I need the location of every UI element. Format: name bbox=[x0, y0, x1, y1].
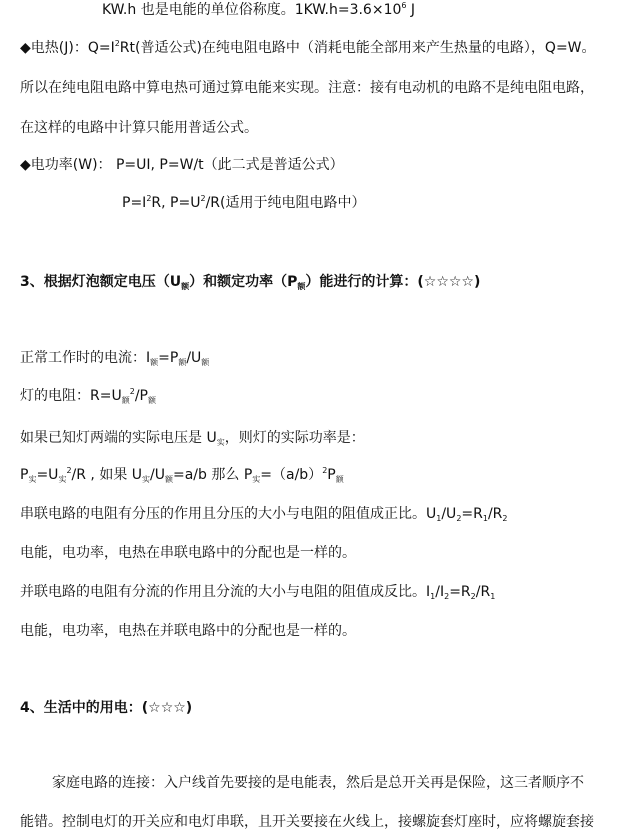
text-line: 在这样的电路中计算只能用普适公式。 bbox=[20, 120, 258, 136]
text-line: KW.h 也是电能的单位俗称度。$1KW.h=3.6\times 10^6$ J bbox=[102, 1, 416, 18]
text-line: 串联电路的电阻有分压的作用且分压的大小与电阻的阻值成正比。$U_1/U_2=R_1/R_2$ bbox=[20, 506, 508, 523]
formula-line: $P=I^2R$, $P=U^2/R$(适用于纯电阻电路中） bbox=[122, 194, 366, 211]
text-line: ◆电热(J)：$Q=I^2Rt$(普适公式)在纯电阻电路中（消耗电能全部用来产生热量的电路），Q=W。 bbox=[20, 39, 596, 56]
text-line: 电能，电功率，电热在串联电路中的分配也是一样的。 bbox=[20, 545, 356, 561]
text-line: 家庭电路的连接：入户线首先要接的是电能表，然后是总开关再是保险，这三者顺序不 bbox=[52, 775, 584, 791]
text-line: 电能，电功率，电热在并联电路中的分配也是一样的。 bbox=[20, 623, 356, 639]
section-heading: 3、根据灯泡额定电压$(U_额)$和额定功率$(P_额)$能进行的计算：(☆☆☆☆) bbox=[20, 274, 481, 291]
text-line: 能错。控制电灯的开关应和电灯串联，且开关要接在火线上，接螺旋套灯座时，应将螺旋套接 bbox=[20, 814, 594, 830]
text-line: 正常工作时的电流：$I_额=P_额/U_额$ bbox=[20, 350, 210, 367]
section-heading: 4、生活中的用电：(☆☆☆) bbox=[20, 700, 193, 716]
text-line: $P_实=U_实^2/R$ , 如果 $U_实/U_额=a/b$ 那么 $P_实=(a/b)^2P_额$ bbox=[20, 466, 344, 484]
text-line: 所以在纯电阻电路中算电热可通过算电能来实现。注意：接有电动机的电路不是纯电阻电路， bbox=[20, 80, 594, 96]
text-line: 并联电路的电阻有分流的作用且分流的大小与电阻的阻值成反比。$I_1/I_2=R_2/R_1$ bbox=[20, 584, 496, 601]
text-line: 如果已知灯两端的实际电压是 $U_实$，则灯的实际功率是： bbox=[20, 430, 365, 447]
text-line: 灯的电阻：$R=U_额^2/P_额$ bbox=[20, 387, 156, 405]
text-line: ◆电功率(W)： P=UI, P=W/t（此二式是普适公式） bbox=[20, 157, 344, 173]
